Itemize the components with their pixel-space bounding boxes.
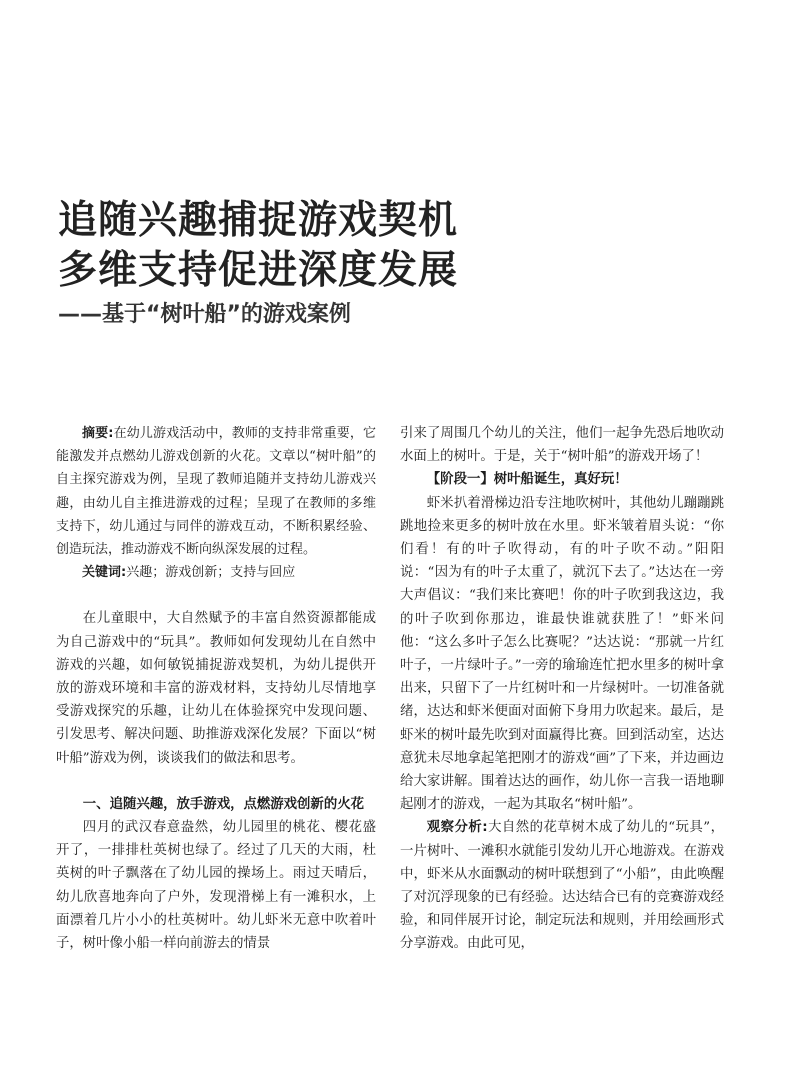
left-column [56, 422, 376, 955]
analysis-paragraph [400, 816, 724, 955]
section-1-paragraph: 四月的武汉春意盎然，幼儿园里的桃花、樱花盛开了，一排排杜英树也绿了。经过了几天的大雨，杜英树的叶子飘落在了幼儿园的操场上。雨过天晴后，幼儿欣喜地奔向了户外，发现滑梯上有一滩积水，上面漂着几片小小的杜英树叶。幼儿虾米无意中吹着叶子，树叶像小船一样向前游去的情景 [56, 820, 376, 952]
article-title-line-1: 追随兴趣捕捉游戏契机 [58, 198, 459, 243]
keywords-label: 关键词: [82, 565, 127, 581]
keywords [56, 561, 376, 584]
analysis-text: 大自然的花草树木成了幼儿的“玩具”，一片树叶、一滩积水就能引发幼儿开心地游戏。在游戏中，虾米从水面飘动的树叶联想到了“小船”，由此唤醒了对沉浮现象的已有经验。达达结合已有的竞赛游戏经验，和同伴展开讨论，制定玩法和规则，并用绘画形式分享游戏。由此可见， [400, 820, 724, 952]
intro-paragraph: 在儿童眼中，大自然赋予的丰富自然资源都能成为自己游戏中的“玩具”。教师如何发现幼儿在自然中游戏的兴趣，如何敏锐捕捉游戏契机，为幼儿提供开放的游戏环境和丰富的游戏材料，支持幼儿尽情地享受游戏探究的乐趣，让幼儿在体验探究中发现问题、引发思考、解决问题、助推游戏深化发展？下面以“树叶船”游戏为例，谈谈我们的做法和思考。 [56, 611, 376, 766]
article-subtitle: ——基于“树叶船”的游戏案例 [58, 302, 351, 327]
continuation-paragraph: 引来了周围几个幼儿的关注，他们一起争先恐后地吹动水面上的树叶。于是，关于“树叶船”的游戏开场了！ [400, 426, 724, 465]
stage-1-heading: 【阶段一】树叶船诞生，真好玩！ [426, 472, 628, 488]
right-column [400, 422, 724, 956]
title-block [58, 196, 758, 330]
analysis-label: 观察分析: [426, 820, 488, 836]
article-title-line-2: 多维支持促进深度发展 [58, 248, 459, 293]
section-1-heading: 一、追随兴趣，放手游戏，点燃游戏创新的火花 [82, 796, 364, 812]
abstract-label: 摘要: [82, 426, 114, 441]
abstract [56, 422, 376, 561]
abstract-text: 在幼儿游戏活动中，教师的支持非常重要，它能激发并点燃幼儿游戏创新的火花。文章以“树叶船”的自主探究游戏为例，呈现了教师追随并支持幼儿游戏兴趣，由幼儿自主推进游戏的过程；呈现了在教师的多维支持下，幼儿通过与同伴的游戏互动，不断积累经验、创造玩法，推动游戏不断向纵深发展的过程。 [56, 426, 376, 558]
keywords-text: 兴趣；游戏创新；支持与回应 [126, 565, 296, 581]
stage-1-paragraph: 虾米扒着滑梯边沿专注地吹树叶，其他幼儿蹦蹦跳跳地捡来更多的树叶放在水里。虾米皱着眉头说：“你们看！有的叶子吹得动，有的叶子吹不动。”阳阳说：“因为有的叶子太重了，就沉下去了。”达达在一旁大声倡议：“我们来比赛吧！你的叶子吹到我这边，我的叶子吹到你那边，谁最快谁就获胜了！”虾米问他：“这么多叶子怎么比赛呢？”达达说：“那就一片红叶子，一片绿叶子。”一旁的瑜瑜连忙把水里多的树叶拿出来，只留下了一片红树叶和一片绿树叶。一切准备就绪，达达和虾米便面对面俯下身用力吹起来。最后，是虾米的树叶最先吹到对面赢得比赛。回到活动室，达达意犹未尽地拿起笔把刚才的游戏“画”了下来，并边画边给大家讲解。围着达达的画作，幼儿你一言我一语地聊起刚才的游戏，一起为其取名“树叶船”。 [400, 495, 724, 813]
